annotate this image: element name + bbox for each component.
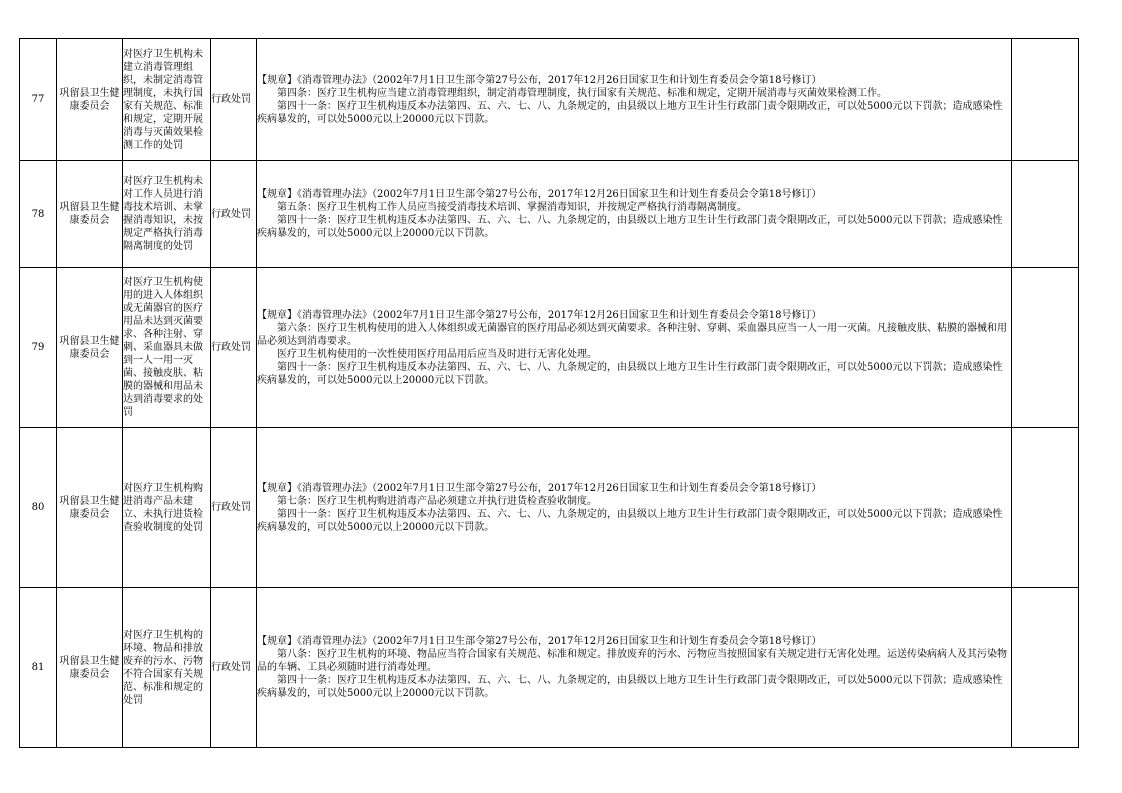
table-row xyxy=(20,268,1079,428)
power-type: 行政处罚 xyxy=(211,39,257,161)
row-number: 80 xyxy=(20,428,57,588)
power-type: 行政处罚 xyxy=(211,428,257,588)
basis-line: 医疗卫生机构使用的一次性使用医疗用品用后应当及时进行无害化处理。 xyxy=(277,348,597,360)
table-row xyxy=(20,161,1079,268)
table-row xyxy=(20,39,1079,161)
power-list-table xyxy=(19,38,1079,748)
row-number: 81 xyxy=(20,588,57,748)
basis-line: 第八条：医疗卫生机构的环境、物品应当符合国家有关规范、标准和规定。排放废弃的污水、污物应当按照国家有关规定进行无害化处理。运送传染病病人及其污染物品的车辆、工具必须随时进行消毒处理。 xyxy=(257,649,1007,673)
basis-line: 【规章】《消毒管理办法》（2002年7月1日卫生部令第27号公布，2017年12月26日国家卫生和计划生育委员会令第18号修订） xyxy=(257,189,822,200)
implementing-department: 巩留县卫生健康委员会 xyxy=(57,161,123,268)
power-type: 行政处罚 xyxy=(211,161,257,268)
row-number: 77 xyxy=(20,39,57,161)
row-number: 78 xyxy=(20,161,57,268)
legal-basis xyxy=(257,428,1012,588)
power-type: 行政处罚 xyxy=(211,268,257,428)
basis-line: 第七条：医疗卫生机构购进消毒产品必须建立并执行进货检查验收制度。 xyxy=(277,495,597,507)
implementing-department: 巩留县卫生健康委员会 xyxy=(57,588,123,748)
basis-line: 【规章】《消毒管理办法》（2002年7月1日卫生部令第27号公布，2017年12月26日国家卫生和计划生育委员会令第18号修订） xyxy=(257,482,822,494)
remarks-cell xyxy=(1012,588,1079,748)
power-item-name: 对医疗卫生机构的环境、物品和排放废弃的污水、污物不符合国家有关规范、标准和规定的处罚 xyxy=(123,588,211,748)
remarks-cell xyxy=(1012,161,1079,268)
basis-line: 第六条：医疗卫生机构使用的进入人体组织或无菌器官的医疗用品必须达到灭菌要求。各种注射、穿刺、采血器具应当一人一用一灭菌。凡接触皮肤、粘膜的器械和用品必须达到消毒要求。 xyxy=(257,322,1007,347)
table-row xyxy=(20,428,1079,588)
legal-basis xyxy=(257,161,1012,268)
table-row xyxy=(20,588,1079,748)
basis-line: 第四十一条：医疗卫生机构违反本办法第四、五、六、七、八、九条规定的，由县级以上地方卫生计生行政部门责令限期改正，可以处5000元以下罚款；造成感染性疾病暴发的，可以处5000元以上20000元以下罚款。 xyxy=(257,215,1003,239)
power-item-name: 对医疗卫生机构未对工作人员进行消毒技术培训、未掌握消毒知识，未按规定严格执行消毒隔离制度的处罚 xyxy=(123,161,211,268)
remarks-cell xyxy=(1012,39,1079,161)
power-item-name: 对医疗卫生机构未建立消毒管理组织，未制定消毒管理制度，未执行国家有关规范、标准和规定，定期开展消毒与灭菌效果检测工作的处罚 xyxy=(123,39,211,161)
basis-line: 第四十一条：医疗卫生机构违反本办法第四、五、六、七、八、九条规定的，由县级以上地方卫生计生行政部门责令限期改正，可以处5000元以下罚款；造成感染性疾病暴发的，可以处5000元以上20000元以下罚款。 xyxy=(257,675,1003,699)
power-item-name: 对医疗卫生机构购进消毒产品未建立、未执行进货检查验收制度的处罚 xyxy=(123,428,211,588)
implementing-department: 巩留县卫生健康委员会 xyxy=(57,268,123,428)
legal-basis xyxy=(257,268,1012,428)
row-number: 79 xyxy=(20,268,57,428)
legal-basis xyxy=(257,588,1012,748)
basis-line: 【规章】《消毒管理办法》（2002年7月1日卫生部令第27号公布，2017年12月26日国家卫生和计划生育委员会令第18号修订） xyxy=(257,636,822,647)
basis-line: 第四十一条：医疗卫生机构违反本办法第四、五、六、七、八、九条规定的，由县级以上地方卫生计生行政部门责令限期改正，可以处5000元以下罚款；造成感染性疾病暴发的，可以处5000元以上20000元以下罚款。 xyxy=(257,508,1003,533)
implementing-department: 巩留县卫生健康委员会 xyxy=(57,428,123,588)
basis-line: 第四条：医疗卫生机构应当建立消毒管理组织，制定消毒管理制度，执行国家有关规范、标准和规定，定期开展消毒与灭菌效果检测工作。 xyxy=(277,87,887,99)
power-item-name: 对医疗卫生机构使用的进入人体组织或无菌器官的医疗用品未达到灭菌要求、各种注射、穿刺、采血器具未做到一人一用一灭菌、接触皮肤、粘膜的器械和用品未达到消毒要求的处罚 xyxy=(123,268,211,428)
implementing-department: 巩留县卫生健康委员会 xyxy=(57,39,123,161)
basis-line: 【规章】《消毒管理办法》（2002年7月1日卫生部令第27号公布，2017年12月26日国家卫生和计划生育委员会令第18号修订） xyxy=(257,309,822,321)
remarks-cell xyxy=(1012,428,1079,588)
power-type: 行政处罚 xyxy=(211,588,257,748)
basis-line: 第四十一条：医疗卫生机构违反本办法第四、五、六、七、八、九条规定的，由县级以上地方卫生计生行政部门责令限期改正，可以处5000元以下罚款；造成感染性疾病暴发的，可以处5000元以上20000元以下罚款。 xyxy=(257,100,1003,125)
remarks-cell xyxy=(1012,268,1079,428)
legal-basis xyxy=(257,39,1012,161)
basis-line: 【规章】《消毒管理办法》（2002年7月1日卫生部令第27号公布，2017年12月26日国家卫生和计划生育委员会令第18号修订） xyxy=(257,74,822,86)
basis-line: 第四十一条：医疗卫生机构违反本办法第四、五、六、七、八、九条规定的，由县级以上地方卫生计生行政部门责令限期改正，可以处5000元以下罚款；造成感染性疾病暴发的，可以处5000元以上20000元以下罚款。 xyxy=(257,361,1003,386)
basis-line: 第五条：医疗卫生机构工作人员应当接受消毒技术培训、掌握消毒知识，并按规定严格执行消毒隔离制度。 xyxy=(277,202,747,213)
